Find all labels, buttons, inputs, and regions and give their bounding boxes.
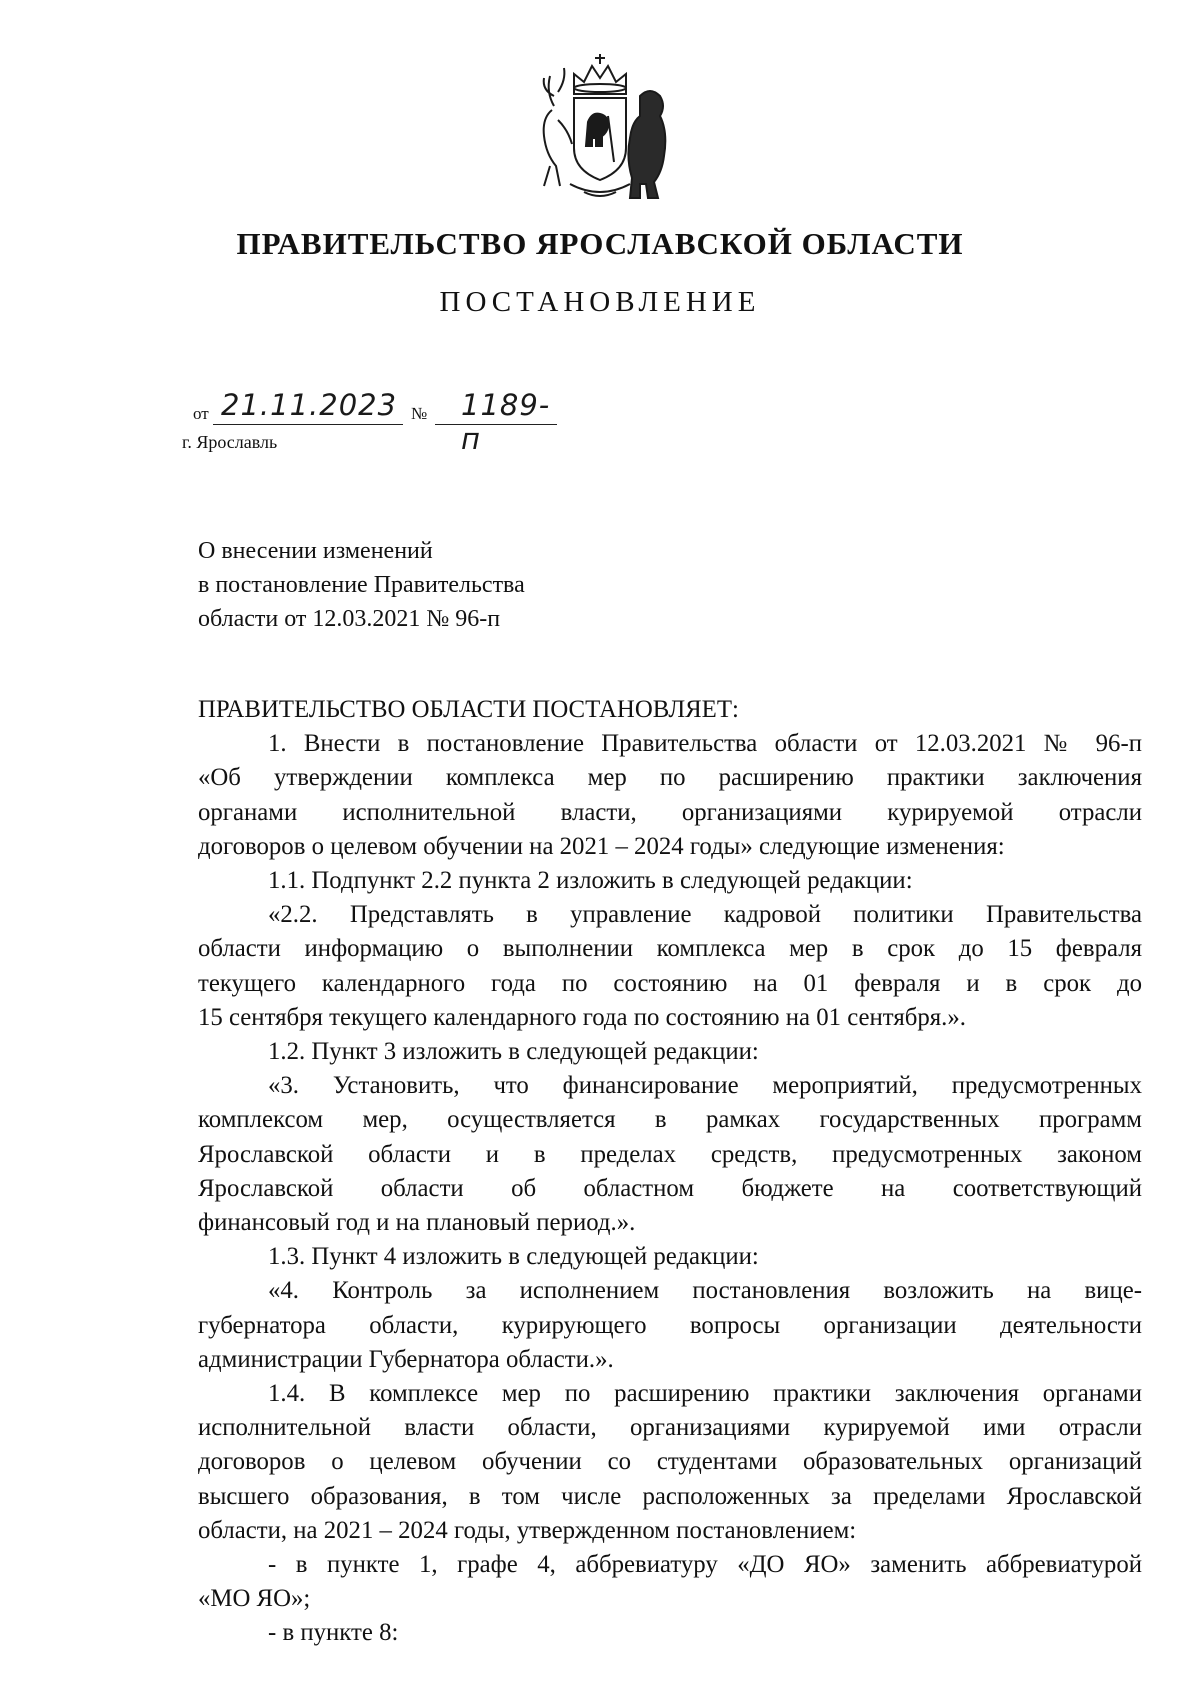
coat-of-arms-icon xyxy=(524,36,676,208)
handwritten-date: 21.11.2023 xyxy=(221,388,398,422)
document-subject xyxy=(198,534,525,636)
body-line: договоров о целевом обучении на 2021 – 2024 годы» следующие изменения: xyxy=(198,832,1005,860)
body-line: 15 сентября текущего календарного года по состоянию на 01 сентября.». xyxy=(198,1003,966,1031)
subject-line: в постановление Правительства xyxy=(198,572,525,598)
body-line: «Об утверждении комплекса мер по расширению практики заключения xyxy=(198,764,1142,792)
body-line: 1.2. Пункт 3 изложить в следующей редакции: xyxy=(268,1038,759,1066)
body-line: финансовый год и на плановый период.». xyxy=(198,1209,636,1237)
body-line: 1. Внести в постановление Правительства области от 12.03.2021 № 96-п xyxy=(268,730,1142,758)
document-body xyxy=(198,693,1142,1651)
body-line: администрации Губернатора области.». xyxy=(198,1345,614,1373)
body-line: области, на 2021 – 2024 годы, утвержденном постановлением: xyxy=(198,1516,857,1544)
body-line: договоров о целевом обучении со студентами образовательных организаций xyxy=(198,1448,1142,1476)
subject-line: О внесении изменений xyxy=(198,538,433,564)
body-line: «МО ЯО»; xyxy=(198,1585,311,1613)
body-line: текущего календарного года по состоянию на 01 февраля и в срок до xyxy=(198,969,1142,997)
subject-line: области от 12.03.2021 № 96-п xyxy=(198,606,501,632)
body-line: 1.3. Пункт 4 изложить в следующей редакции: xyxy=(268,1243,759,1271)
body-line: - в пункте 8: xyxy=(268,1619,399,1647)
number-prefix: № xyxy=(411,404,428,423)
body-line: Ярославской области об областном бюджете на соответствующий xyxy=(198,1174,1142,1202)
date-underline xyxy=(213,424,403,425)
body-line: высшего образования, в том числе расположенных за пределами Ярославской xyxy=(198,1482,1142,1510)
document-type: ПОСТАНОВЛЕНИЕ xyxy=(439,286,761,318)
handwritten-number: 1189-п xyxy=(461,388,551,456)
body-line: «4. Контроль за исполнением постановления возложить на вице- xyxy=(268,1277,1142,1305)
government-title: ПРАВИТЕЛЬСТВО ЯРОСЛАВСКОЙ ОБЛАСТИ xyxy=(236,226,964,261)
body-line: «2.2. Представлять в управление кадровой политики Правительства xyxy=(268,901,1142,929)
resolution-heading: ПРАВИТЕЛЬСТВО ОБЛАСТИ ПОСТАНОВЛЯЕТ: xyxy=(198,696,739,723)
body-line: 1.1. Подпункт 2.2 пункта 2 изложить в следующей редакции: xyxy=(268,867,913,895)
body-line: - в пункте 1, графе 4, аббревиатуру «ДО ЯО» заменить аббревиатурой xyxy=(268,1551,1142,1579)
body-line: области информацию о выполнении комплекса мер в срок до 15 февраля xyxy=(198,935,1142,963)
body-line: губернатора области, курирующего вопросы организации деятельности xyxy=(198,1311,1142,1339)
body-line: 1.4. В комплексе мер по расширению практики заключения органами xyxy=(268,1380,1142,1408)
body-line: «3. Установить, что финансирование мероприятий, предусмотренных xyxy=(268,1072,1142,1100)
number-underline xyxy=(435,424,557,425)
body-line: исполнительной власти области, организациями курируемой ими отрасли xyxy=(198,1414,1142,1442)
body-line: органами исполнительной власти, организациями курируемой отрасли xyxy=(198,798,1142,826)
body-line: комплексом мер, осуществляется в рамках государственных программ xyxy=(198,1106,1142,1134)
city: г. Ярославль xyxy=(182,432,278,452)
body-line: Ярославской области и в пределах средств, предусмотренных законом xyxy=(198,1140,1142,1168)
date-prefix: от xyxy=(193,404,209,423)
